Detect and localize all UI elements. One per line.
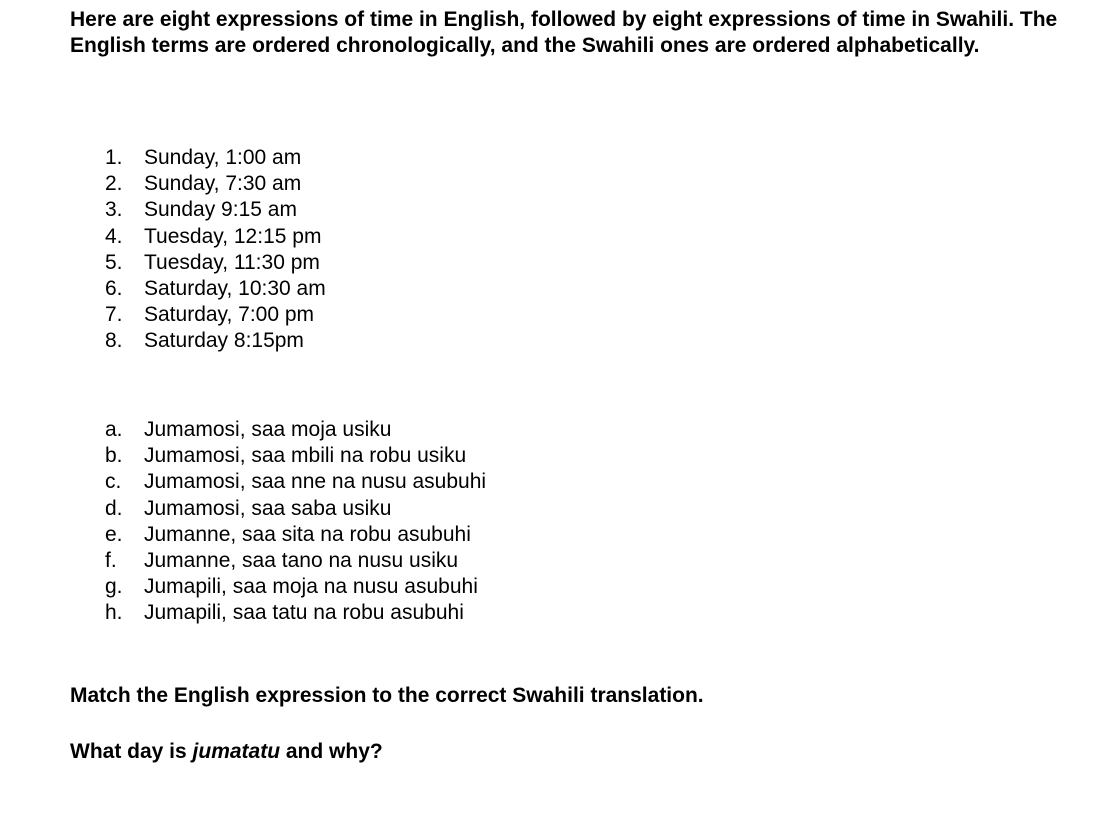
question-term: jumatatu xyxy=(192,740,281,763)
list-marker: 3. xyxy=(105,198,123,222)
list-marker: a. xyxy=(105,418,123,441)
list-item-text: Saturday 8:15pm xyxy=(144,329,304,353)
list-marker: 4. xyxy=(105,224,123,248)
list-marker: d. xyxy=(105,496,123,520)
list-marker: 7. xyxy=(105,303,123,327)
list-item-text: Saturday, 10:30 am xyxy=(144,276,326,300)
list-item-text: Tuesday, 12:15 pm xyxy=(144,224,322,248)
list-item-text: Jumanne, saa tano na nusu usiku xyxy=(144,548,459,572)
list-item-text: Jumapili, saa moja na nusu asubuhi xyxy=(144,575,478,599)
list-item-text: Sunday, 1:00 am xyxy=(144,146,302,169)
question-prefix: What day is xyxy=(70,740,193,763)
list-marker: 8. xyxy=(105,329,123,353)
list-item-text: Jumanne, saa sita na robu asubuhi xyxy=(144,522,471,546)
intro-paragraph: Here are eight expressions of time in English, followed by eight expressions of time in Swahili. The English terms are ordered chronologically, and the Swahili ones are ordered alphabetically. xyxy=(70,8,1058,57)
question-text xyxy=(70,739,383,765)
list-item-text: Jumapili, saa tatu na robu asubuhi xyxy=(144,601,464,625)
list-item-text: Sunday 9:15 am xyxy=(144,198,297,222)
list-marker: g. xyxy=(105,575,123,599)
list-item-text: Saturday, 7:00 pm xyxy=(144,303,315,327)
list-item-text: Jumamosi, saa nne na nusu asubuhi xyxy=(144,470,487,494)
list-marker: 6. xyxy=(105,276,123,300)
list-item-text: Jumamosi, saa saba usiku xyxy=(144,496,392,520)
list-marker: 1. xyxy=(105,146,123,169)
list-marker: e. xyxy=(105,522,123,546)
list-marker: b. xyxy=(105,444,123,468)
list-marker: c. xyxy=(105,470,122,494)
list-marker: 5. xyxy=(105,250,123,274)
list-marker: 2. xyxy=(105,172,123,196)
match-instruction: Match the English expression to the correct Swahili translation. xyxy=(70,684,704,707)
question-suffix: and why? xyxy=(280,740,383,763)
list-item-text: Jumamosi, saa mbili na robu usiku xyxy=(144,444,467,468)
list-item-text: Sunday, 7:30 am xyxy=(144,172,302,196)
list-item-text: Jumamosi, saa moja usiku xyxy=(144,418,392,441)
list-marker: f. xyxy=(105,548,117,572)
list-item-text: Tuesday, 11:30 pm xyxy=(144,250,320,274)
list-marker: h. xyxy=(105,601,123,625)
